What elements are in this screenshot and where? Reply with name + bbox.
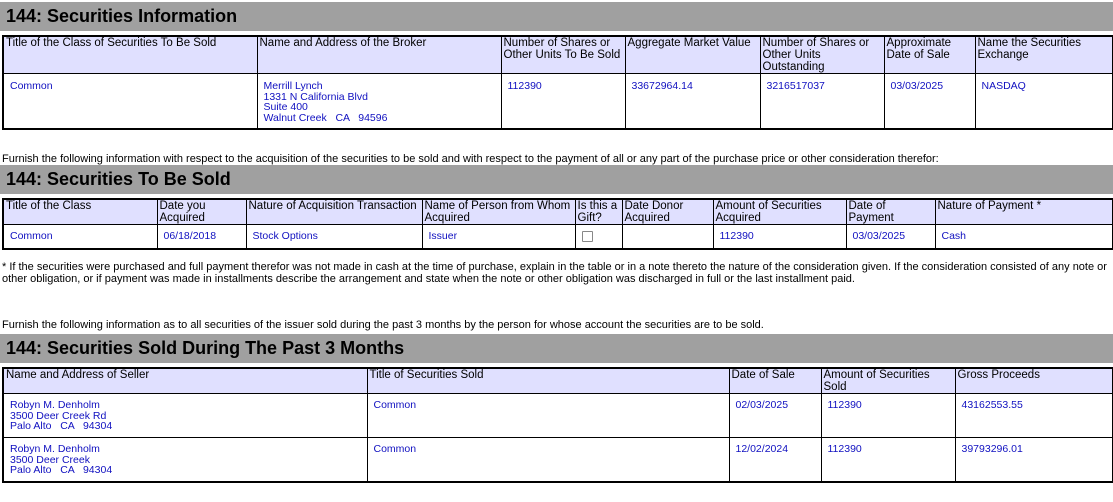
- header-title-of-class: Title of the Class: [3, 199, 157, 225]
- cell-date-of-sale: 03/03/2025: [884, 74, 975, 129]
- seller-name: Robyn M. Denholm: [10, 443, 100, 455]
- payment-footnote: * If the securities were purchased and full payment therefor was not made in cash at the time of purchase, explain in the table or in a note thereto the nature of the consideration given. If the consideration consisted of any note or other obligation, or if payment was made in installments describe the arrangement and state when the note or other obligation was discharged in full or the last installment paid.: [2, 261, 1107, 285]
- cell-seller: [3, 438, 367, 482]
- securities-information-heading: 144: Securities Information: [0, 2, 1113, 31]
- seller-city: Palo Alto CA 94304: [10, 464, 113, 476]
- cell-person: Issuer: [422, 224, 575, 249]
- cell-payment-date: 03/03/2025: [846, 224, 935, 249]
- header-nature-of-payment: Nature of Payment *: [935, 199, 1113, 225]
- securities-information-table: [2, 35, 1113, 130]
- cell-seller: [3, 394, 367, 438]
- header-date-of-payment: Date of Payment: [846, 199, 935, 225]
- cell-date-of-sale: 12/02/2024: [729, 438, 821, 482]
- cell-gross-proceeds: 43162553.55: [955, 394, 1113, 438]
- header-date-acquired: Date you Acquired: [157, 199, 246, 225]
- seller-address: 3500 Deer Creek Rd: [10, 409, 107, 422]
- cell-amount: 112390: [713, 224, 846, 249]
- header-gross-proceeds: Gross Proceeds: [955, 368, 1113, 394]
- securities-to-be-sold-heading: 144: Securities To Be Sold: [0, 165, 1113, 194]
- header-title-sold: Title of Securities Sold: [367, 368, 729, 394]
- securities-to-be-sold-table: [2, 198, 1113, 251]
- broker-address-line2: Suite 400: [263, 101, 308, 113]
- securities-sold-past-3-months-heading: 144: Securities Sold During The Past 3 Months: [0, 334, 1113, 363]
- header-aggregate-market-value: Aggregate Market Value: [625, 36, 760, 74]
- furnish-acquisition-note: Furnish the following information with respect to the acquisition of the securities to be sold and with respect to the payment of all or any part of the purchase price or other consideration therefor:: [2, 152, 939, 165]
- cell-date-acquired: 06/18/2018: [157, 224, 246, 249]
- cell-amount-sold: 112390: [821, 438, 955, 482]
- table-row: [3, 438, 1113, 482]
- cell-gift: [575, 224, 622, 249]
- header-exchange: Name the Securities Exchange: [975, 36, 1113, 74]
- cell-date-of-sale: 02/03/2025: [729, 394, 821, 438]
- cell-gross-proceeds: 39793296.01: [955, 438, 1113, 482]
- header-is-gift: Is this a Gift?: [575, 199, 622, 225]
- cell-broker: [257, 74, 501, 129]
- header-shares-outstanding: Number of Shares or Other Units Outstanding: [760, 36, 884, 74]
- broker-city: Walnut Creek CA 94596: [263, 111, 388, 124]
- gift-checkbox[interactable]: [582, 231, 593, 242]
- header-nature-of-acquisition: Nature of Acquisition Transaction: [246, 199, 422, 225]
- cell-payment-nature: Cash: [935, 224, 1113, 249]
- cell-title-sold: Common: [367, 394, 729, 438]
- header-seller: Name and Address of Seller: [3, 368, 367, 394]
- cell-amount-sold: 112390: [821, 394, 955, 438]
- header-person-acquired-from: Name of Person from Whom Acquired: [422, 199, 575, 225]
- header-title-of-class: Title of the Class of Securities To Be Sold: [3, 36, 257, 74]
- cell-title: Common: [3, 74, 257, 129]
- cell-title: Common: [3, 224, 157, 249]
- cell-donor-date: [622, 224, 713, 249]
- seller-address: 3500 Deer Creek: [10, 453, 90, 466]
- header-amount-sold: Amount of Securities Sold: [821, 368, 955, 394]
- header-date-of-sale: Date of Sale: [729, 368, 821, 394]
- cell-exchange: NASDAQ: [975, 74, 1113, 129]
- seller-city: Palo Alto CA 94304: [10, 420, 113, 432]
- cell-title-sold: Common: [367, 438, 729, 482]
- broker-name: Merrill Lynch: [263, 80, 323, 92]
- header-amount-acquired: Amount of Securities Acquired: [713, 199, 846, 225]
- cell-shares: 112390: [501, 74, 625, 129]
- cell-nature: Stock Options: [246, 224, 422, 249]
- cell-market-value: 33672964.14: [625, 74, 760, 129]
- securities-sold-past-table: [2, 367, 1113, 483]
- header-shares-to-be-sold: Number of Shares or Other Units To Be Sold: [501, 36, 625, 74]
- broker-address-line1: 1331 N California Blvd: [263, 90, 368, 103]
- furnish-past-sales-note: Furnish the following information as to all securities of the issuer sold during the past 3 months by the person for whose account the securities are to be sold.: [2, 319, 764, 331]
- header-date-of-sale: Approximate Date of Sale: [884, 36, 975, 74]
- header-broker: Name and Address of the Broker: [257, 36, 501, 74]
- cell-outstanding: 3216517037: [760, 74, 884, 129]
- header-donor-date: Date Donor Acquired: [622, 199, 713, 225]
- table-row: [3, 394, 1113, 438]
- seller-name: Robyn M. Denholm: [10, 399, 100, 411]
